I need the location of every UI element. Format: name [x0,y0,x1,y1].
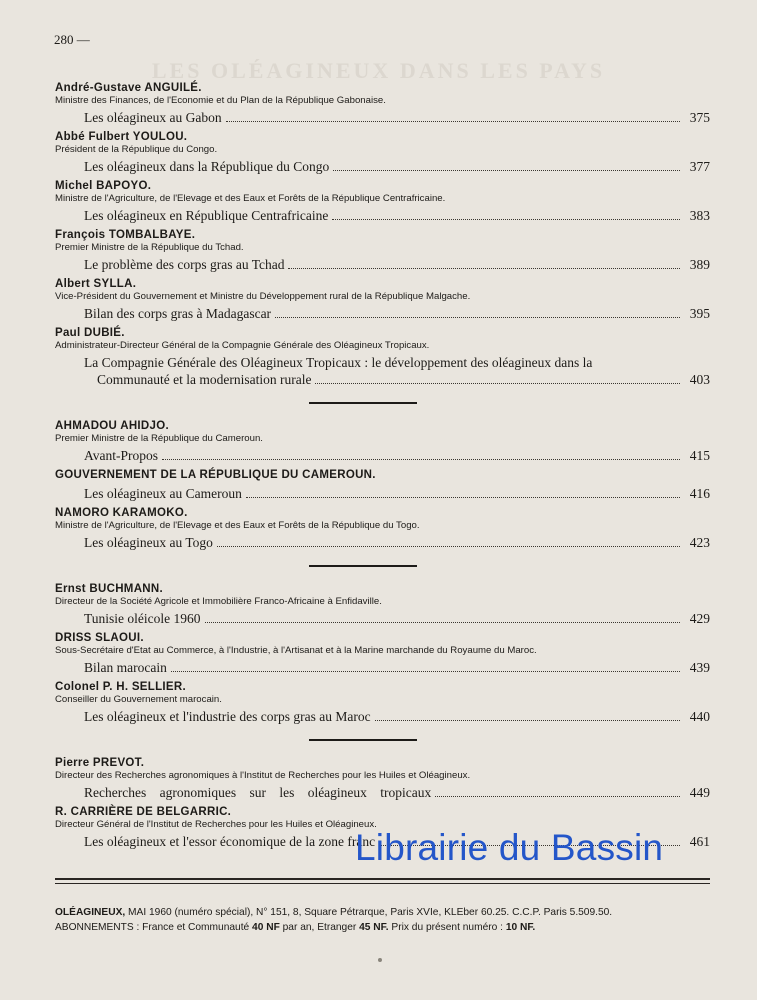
bookseller-watermark: Librairie du Bassin [355,827,664,868]
toc-group [55,583,710,725]
entry-title-row [55,207,710,224]
toc-entry [55,278,710,322]
entry-title-row [55,534,710,551]
toc-entry [55,420,710,464]
section-divider [309,402,417,404]
toc-entry [55,583,710,627]
toc-entry [55,632,710,676]
entry-title-row [55,659,710,676]
entry-role: Conseiller du Gouvernement marocain. [55,694,222,705]
entry-title: Les oléagineux au Togo [84,535,213,550]
entry-role: Vice-Président du Gouvernement et Ministre du Développement rural de la République Malgache. [55,291,471,302]
entry-title-row [55,354,710,371]
entry-title-row [55,256,710,273]
entry-author: Michel BAPOYO. [55,180,152,192]
entry-page-number: 389 [689,257,710,272]
entry-author: François TOMBALBAYE. [55,229,196,241]
entry-page-number: 416 [689,486,710,501]
entry-author: NAMORO KARAMOKO. [55,507,188,519]
section-divider [309,565,417,567]
entry-role: Président de la République du Congo. [55,144,218,155]
entry-title-row [55,305,710,322]
footer-publication-info: MAI 1960 (numéro spécial), N° 151, 8, Square Pétrarque, Paris XVIe, KLEber 60.25. C.C.P. Paris 5.509.50. [128,907,613,918]
toc-entry [55,82,710,126]
entry-author: GOUVERNEMENT DE LA RÉPUBLIQUE DU CAMEROUN. [55,469,376,481]
toc-entry [55,469,710,502]
subscription-label: ABONNEMENTS : France et Communauté [55,922,250,933]
entry-title: Avant-Propos [84,448,158,463]
dot-leader [162,459,680,460]
toc-entry [55,229,710,273]
entry-title-line1: La Compagnie Générale des Oléagineux Tropicaux : le développement des oléagineux dans la [84,355,593,370]
entry-title: Bilan des corps gras à Madagascar [84,306,272,321]
entry-role: Premier Ministre de la République du Tchad. [55,242,244,253]
dot-leader [205,622,681,623]
entry-title: Le problème des corps gras au Tchad [84,257,285,272]
entry-role: Directeur de la Société Agricole et Immobilière Franco-Africaine à Enfidaville. [55,596,382,607]
entry-role: Directeur Général de l'Institut de Recherches pour les Huiles et Oléagineux. [55,819,377,830]
entry-page-number: 429 [689,611,710,626]
entry-role: Premier Ministre de la République du Cameroun. [55,433,263,444]
dot-leader [275,317,680,318]
entry-page-number: 449 [689,785,710,800]
entry-page-number: 415 [689,448,710,463]
dot-leader [217,546,680,547]
footer-line-1 [55,905,715,920]
print-mark [378,958,382,962]
entry-page-number: 375 [689,110,710,125]
entry-page-number: 439 [689,660,710,675]
dot-leader [332,219,680,220]
toc-entry [55,180,710,224]
entry-title: Les oléagineux en République Centrafricaine [84,208,329,223]
entry-page-number: 383 [689,208,710,223]
entry-role: Administrateur-Directeur Général de la Compagnie Générale des Oléagineux Tropicaux. [55,340,430,351]
bleed-through-header: LES OLÉAGINEUX DANS LES PAYS [151,58,606,83]
entry-page-number: 440 [689,709,710,724]
issue-price-label: Prix du présent numéro : [391,922,503,933]
entry-title-row [55,485,710,502]
publication-footer [55,905,715,935]
toc-entry [55,757,710,801]
toc-entry [55,681,710,725]
entry-page-number: 423 [689,535,710,550]
dot-leader [435,796,680,797]
entry-title-row [55,109,710,126]
entry-role: Ministre de l'Agriculture, de l'Elevage et des Eaux et Forêts de la République du Togo. [55,520,420,531]
dot-leader [246,497,680,498]
entry-author: DRISS SLAOUI. [55,632,144,644]
dot-leader [171,671,680,672]
footer-rule [55,878,710,880]
subscription-mid: par an, Etranger [282,922,357,933]
entry-author: André-Gustave ANGUILÉ. [55,82,202,94]
entry-title: Tunisie oléicole 1960 [84,611,201,626]
journal-name: OLÉAGINEUX, [55,907,126,918]
entry-author: Ernst BUCHMANN. [55,583,163,595]
toc-group [55,82,710,388]
entry-title: Bilan marocain [84,660,167,675]
entry-title: Les oléagineux et l'industrie des corps gras au Maroc [84,709,371,724]
footer-rule-thin [55,883,710,884]
entry-role: Ministre de l'Agriculture, de l'Elevage et des Eaux et Forêts de la République Centrafricaine. [55,193,446,204]
issue-price: 10 NF. [505,922,536,933]
dot-leader [288,268,680,269]
entry-title-row [55,708,710,725]
entry-role: Sous-Secrétaire d'Etat au Commerce, à l'Industrie, à l'Artisanat et à la Marine marchande du Royaume du Maroc. [55,645,537,656]
entry-title: Les oléagineux dans la République du Congo [84,159,330,174]
entry-author: Paul DUBIÉ. [55,327,125,339]
entry-title: Recherches agronomiques sur les oléagineux tropicaux [84,785,432,800]
entry-title: Les oléagineux au Cameroun [84,486,242,501]
dot-leader [226,121,680,122]
toc-entry [55,327,710,388]
price-abroad: 45 NF. [359,922,389,933]
entry-title: Communauté et la modernisation rurale [97,372,312,387]
entry-author: Abbé Fulbert YOULOU. [55,131,188,143]
entry-title-row [55,610,710,627]
entry-page-number: 395 [689,306,710,321]
entry-author: Albert SYLLA. [55,278,137,290]
entry-role: Directeur des Recherches agronomiques à l'Institut de Recherches pour les Huiles et Oléagineux. [55,770,471,781]
entry-role: Ministre des Finances, de l'Economie et du Plan de la République Gabonaise. [55,95,386,106]
toc-group [55,420,710,551]
toc-entry [55,507,710,551]
entry-title-row [55,784,710,801]
entry-page-number: 377 [689,159,710,174]
entry-author: R. CARRIÈRE DE BELGARRIC. [55,806,232,818]
page-number: 280 — [54,32,90,47]
section-divider [309,739,417,741]
dot-leader [315,383,680,384]
entry-title: Les oléagineux et l'essor économique de la zone franc [84,834,376,849]
entry-title-row [55,447,710,464]
dot-leader [333,170,680,171]
price-france: 40 NF [252,922,280,933]
entry-author: Pierre PREVOT. [55,757,145,769]
table-of-contents [55,82,710,855]
toc-entry [55,131,710,175]
entry-author: Colonel P. H. SELLIER. [55,681,186,693]
entry-page-number: 461 [689,834,710,849]
entry-title-row [55,371,710,388]
entry-author: AHMADOU AHIDJO. [55,420,169,432]
entry-page-number: 403 [689,372,710,387]
entry-title-row [55,158,710,175]
dot-leader [375,720,680,721]
entry-title: Les oléagineux au Gabon [84,110,222,125]
footer-line-2 [55,920,715,935]
